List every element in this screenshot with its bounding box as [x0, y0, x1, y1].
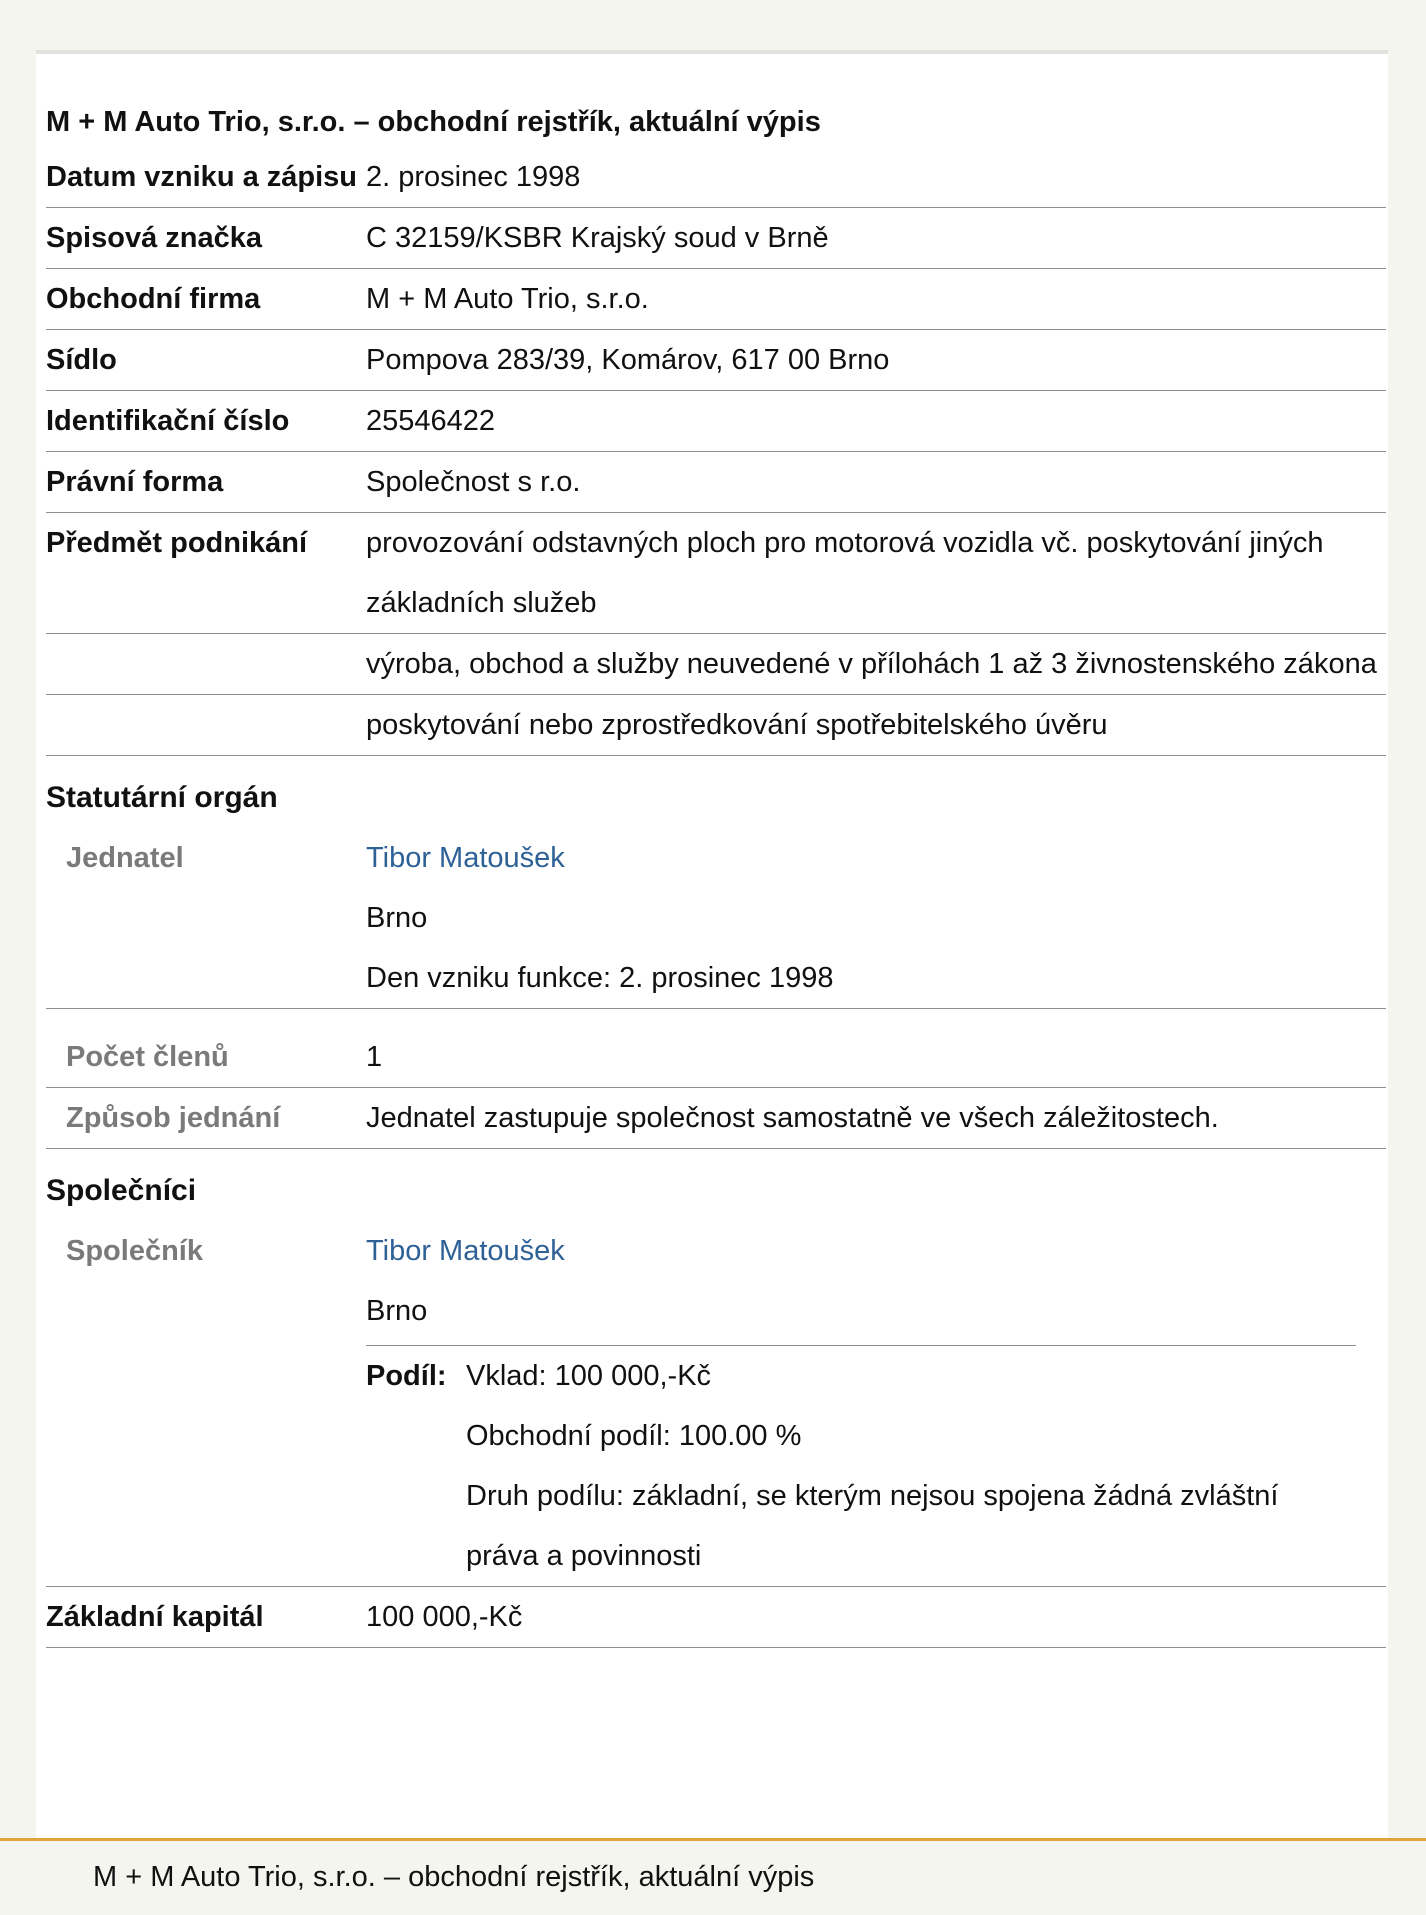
row-jednatel — [46, 828, 1386, 1009]
row-label: Základní kapitál — [46, 1601, 264, 1633]
row-label: Počet členů — [66, 1041, 229, 1073]
spolecnik-city: Brno — [366, 1295, 428, 1327]
row-pocet-clenu — [46, 1027, 1386, 1088]
row-predmet-2 — [46, 634, 1386, 695]
row-value: 100 000,-Kč — [366, 1601, 523, 1633]
row-predmet-3 — [46, 695, 1386, 756]
row-value: Pompova 283/39, Komárov, 617 00 Brno — [366, 344, 890, 376]
row-label: Obchodní firma — [46, 283, 261, 315]
row-value — [366, 1221, 1386, 1586]
row-sidlo — [46, 330, 1386, 391]
jednatel-city: Brno — [366, 902, 428, 934]
jednatel-den: Den vzniku funkce: 2. prosinec 1998 — [366, 962, 834, 994]
row-value: 25546422 — [366, 405, 496, 437]
row-value: provozování odstavných ploch pro motorová vozidla vč. poskytování jiných základních služeb — [366, 527, 1324, 619]
row-label: Společník — [66, 1235, 203, 1267]
podil-block — [366, 1345, 1356, 1586]
register-content — [46, 54, 1386, 1648]
row-pravni-forma — [46, 452, 1386, 513]
row-zakladni-kapital — [46, 1587, 1386, 1648]
row-label: Právní forma — [46, 466, 224, 498]
row-label: Spisová značka — [46, 222, 262, 254]
row-value: poskytování nebo zprostředkování spotřebitelského úvěru — [366, 709, 1108, 741]
row-label: Předmět podnikání — [46, 527, 308, 559]
podil-label: Podíl: — [366, 1360, 447, 1392]
row-label: Sídlo — [46, 344, 117, 376]
row-label: Datum vzniku a zápisu — [46, 161, 358, 193]
row-value — [366, 828, 1386, 1008]
row-value: M + M Auto Trio, s.r.o. — [366, 283, 649, 315]
row-datum-vzniku — [46, 147, 1386, 208]
row-value: 1 — [366, 1041, 383, 1073]
podil-vklad: Vklad: 100 000,-Kč — [466, 1360, 712, 1392]
jednatel-name-link[interactable]: Tibor Matoušek — [366, 842, 565, 874]
row-label: Identifikační číslo — [46, 405, 290, 437]
podil-druh: Druh podílu: základní, se kterým nejsou spojena žádná zvláštní práva a povinnosti — [466, 1480, 1279, 1572]
row-value: C 32159/KSBR Krajský soud v Brně — [366, 222, 829, 254]
row-value: 2. prosinec 1998 — [366, 161, 581, 193]
row-label-empty — [46, 634, 366, 694]
row-zpusob-jednani — [46, 1088, 1386, 1149]
row-obchodni-firma — [46, 269, 1386, 330]
podil-obchodni: Obchodní podíl: 100.00 % — [466, 1420, 802, 1452]
podil-values — [466, 1346, 1356, 1586]
footer-bar — [0, 1838, 1426, 1915]
row-spisova-znacka — [46, 208, 1386, 269]
row-value: výroba, obchod a služby neuvedené v přílohách 1 až 3 živnostenského zákona — [366, 648, 1377, 680]
row-label-empty — [46, 695, 366, 755]
spolecnik-name-link[interactable]: Tibor Matoušek — [366, 1235, 565, 1267]
row-spolecnik — [46, 1221, 1386, 1587]
section-heading-statutarni: Statutární orgán — [46, 781, 278, 814]
row-value: Jednatel zastupuje společnost samostatně ve všech záležitostech. — [366, 1102, 1219, 1134]
row-predmet-1 — [46, 513, 1386, 634]
row-label: Způsob jednání — [66, 1102, 281, 1134]
page-title: M + M Auto Trio, s.r.o. – obchodní rejstřík, aktuální výpis — [46, 106, 821, 138]
row-value: Společnost s r.o. — [366, 466, 581, 498]
spacer — [46, 1009, 1386, 1027]
row-ico — [46, 391, 1386, 452]
register-card — [36, 50, 1388, 1844]
footer-title: M + M Auto Trio, s.r.o. – obchodní rejstřík, aktuální výpis — [93, 1861, 815, 1893]
section-heading-spolecnici: Společníci — [46, 1174, 197, 1207]
row-label: Jednatel — [66, 842, 184, 874]
